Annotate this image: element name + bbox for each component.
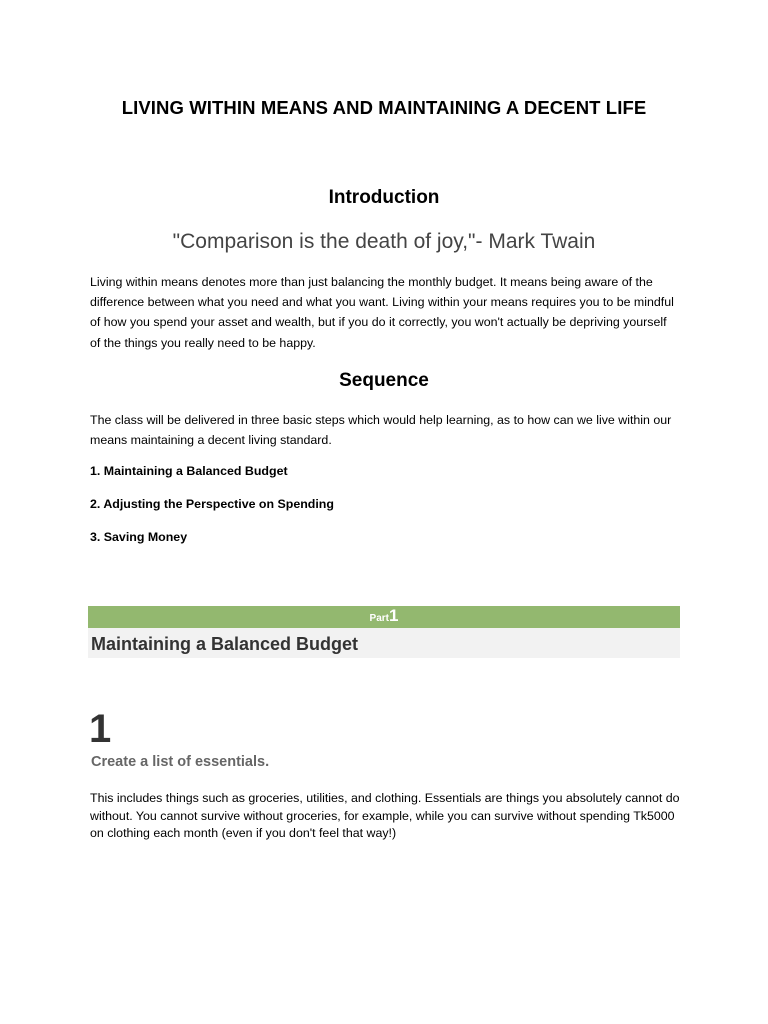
part-label: Part [369,613,389,624]
part-banner [88,606,680,628]
step-number: 1 [89,707,112,751]
intro-quote: "Comparison is the death of joy,"- Mark Twain [172,230,596,253]
sequence-step-1: 1. Maintaining a Balanced Budget [90,464,288,478]
sequence-step-3: 3. Saving Money [90,530,188,544]
part-title: Maintaining a Balanced Budget [91,634,359,654]
sequence-paragraph: The class will be delivered in three basic steps which would help learning, as to how can we live within our means maintaining a decent living standard. [90,413,672,448]
introduction-heading: Introduction [328,187,440,208]
step-paragraph: This includes things such as groceries, utilities, and clothing. Essentials are things you absolutely cannot do without. You cannot survive without groceries, for example, while you can survive without spending Tk5000 on clothing each month (even if you don't feel that way!) [90,791,680,840]
intro-paragraph: Living within means denotes more than just balancing the monthly budget. It means being aware of the difference between what you need and what you want. Living within your means requires you to be mindful of how you spend your asset and wealth, but if you do it correctly, you won't actually be depriving yourself of the things you really need to be happy. [90,275,674,350]
part-number: 1 [388,606,399,625]
document-title: LIVING WITHIN MEANS AND MAINTAINING A DECENT LIFE [121,97,647,118]
sequence-step-2: 2. Adjusting the Perspective on Spending [90,497,334,511]
step-heading: Create a list of essentials. [91,754,270,770]
sequence-heading: Sequence [339,370,429,391]
